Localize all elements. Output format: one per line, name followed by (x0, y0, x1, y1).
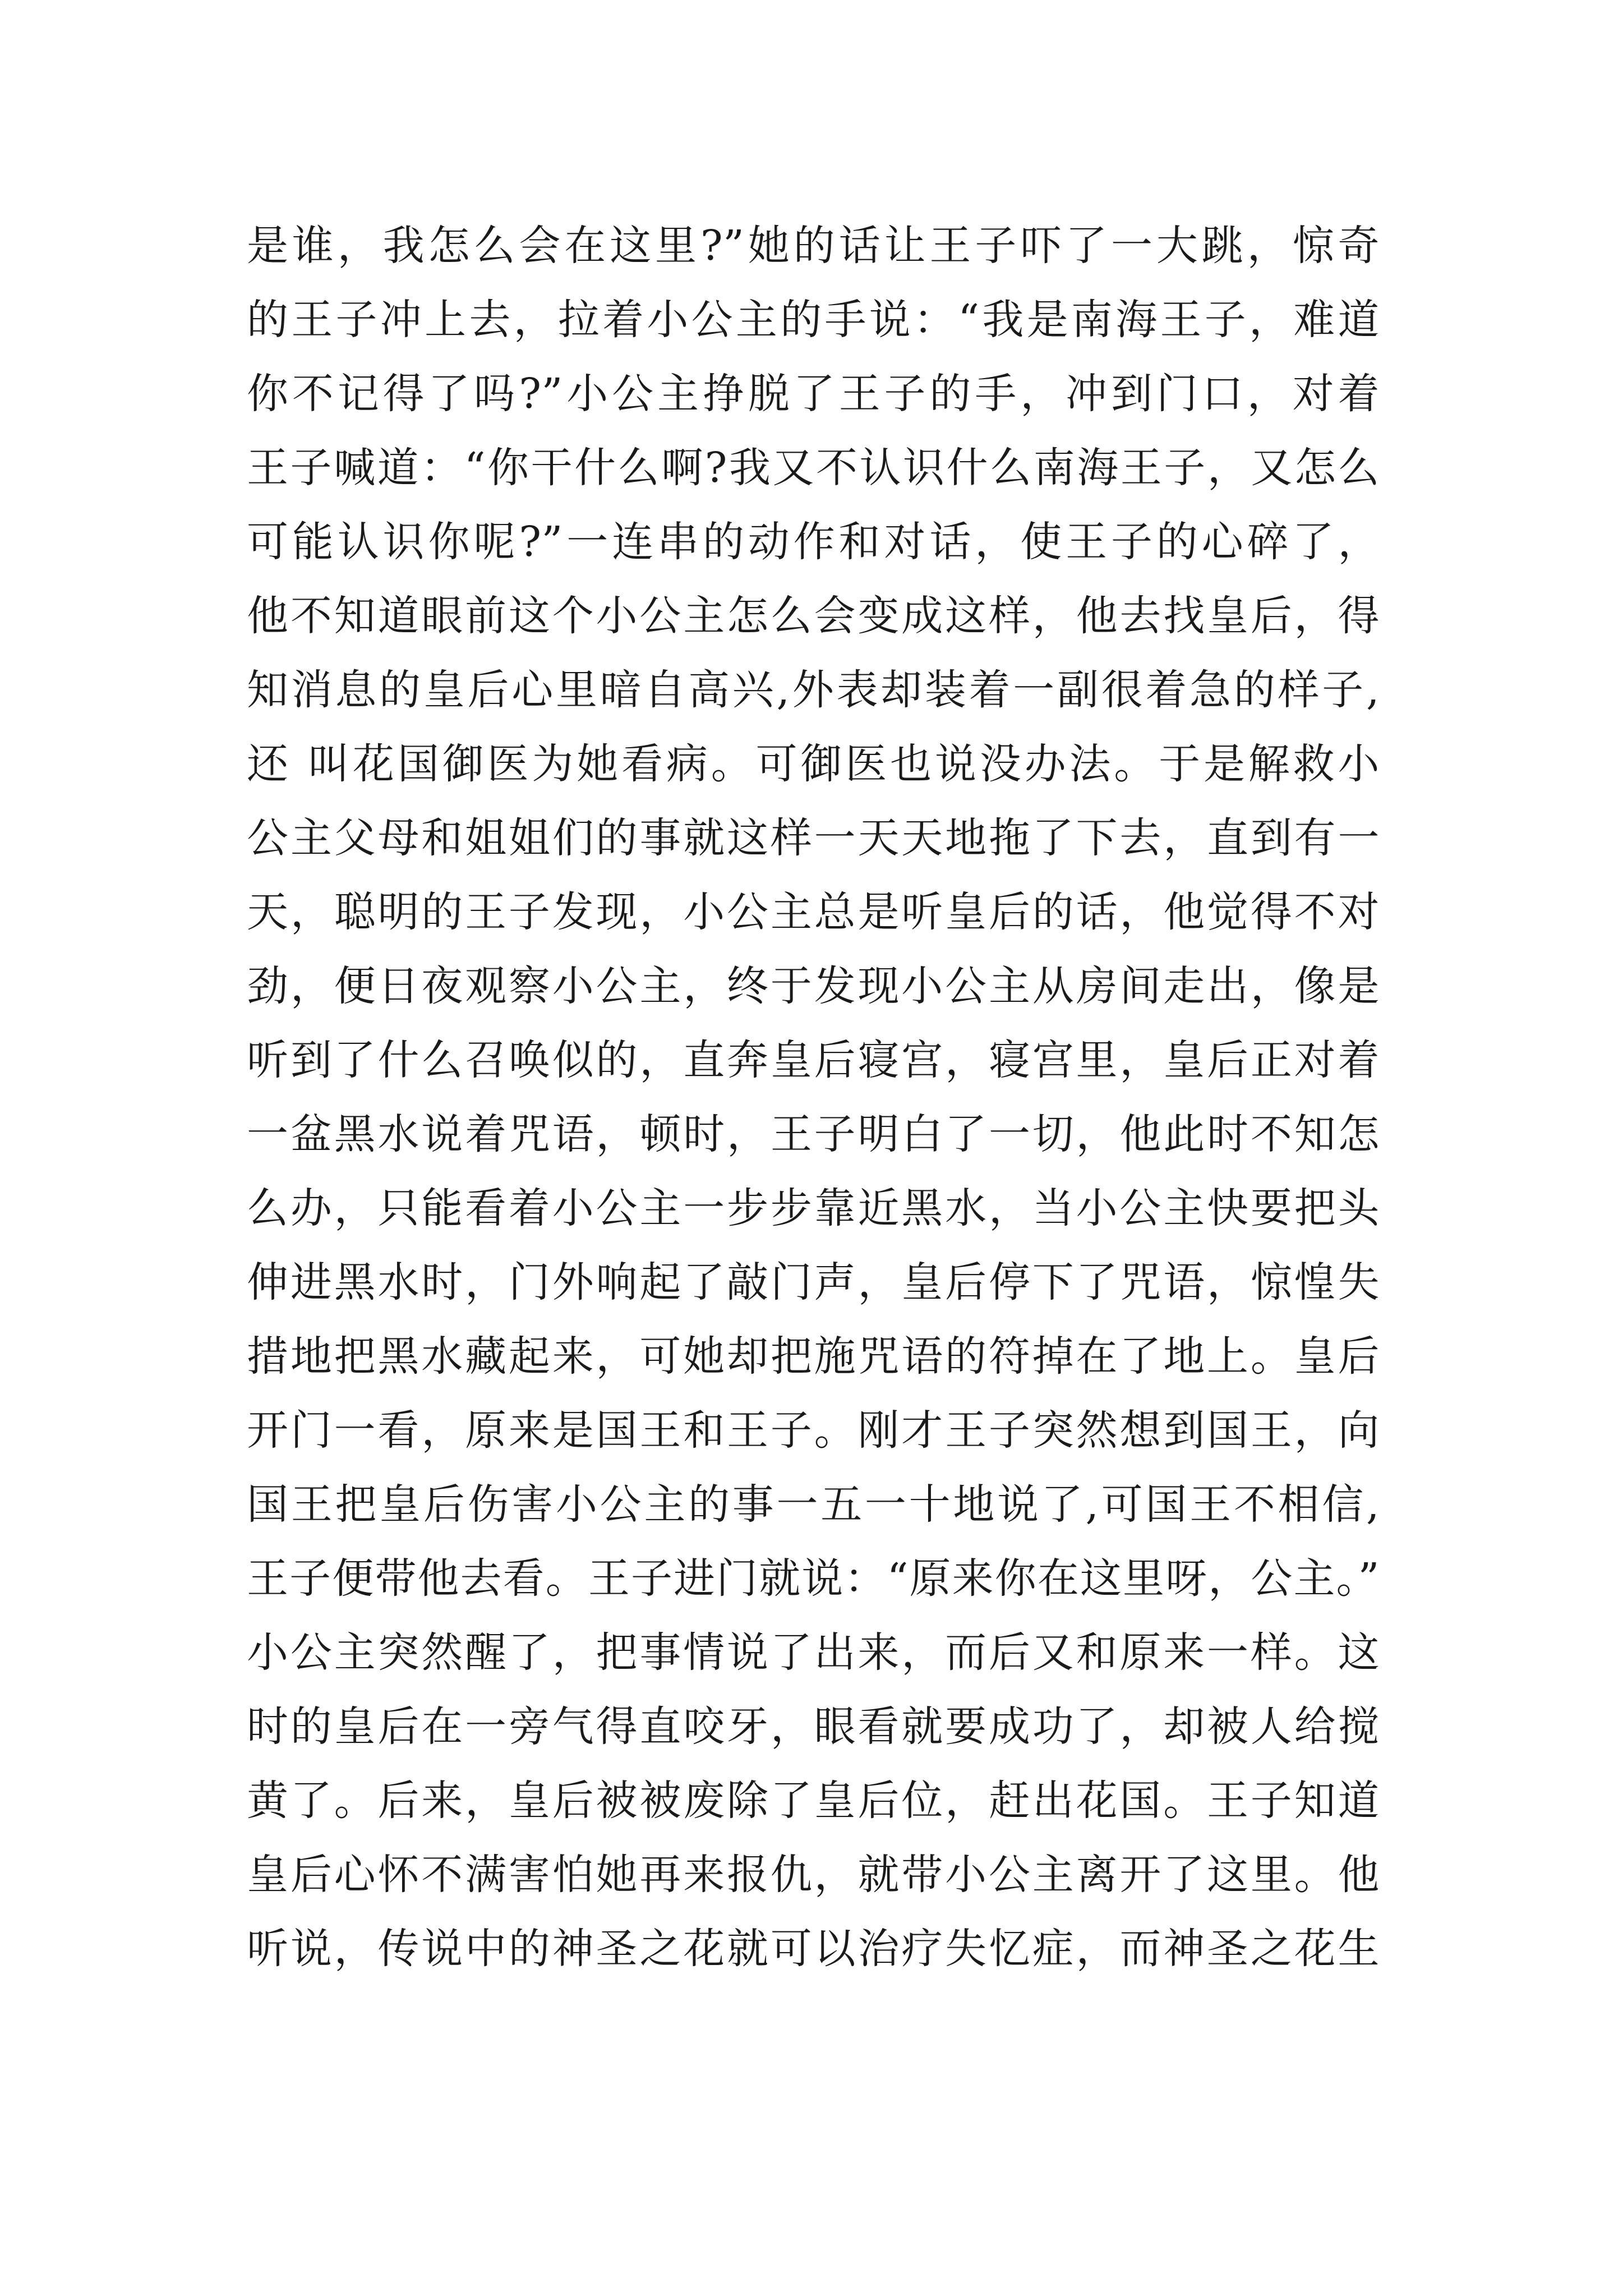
text-line: 时的皇后在一旁气得直咬牙，眼看就要成功了，却被人给搅 (247, 1703, 1380, 1751)
text-line: 伸进黑水时，门外响起了敲门声，皇后停下了咒语，惊惶失 (247, 1258, 1380, 1306)
text-line: 天，聪明的王子发现，小公主总是听皇后的话，他觉得不对 (247, 888, 1380, 936)
text-line: 国王把皇后伤害小公主的事一五一十地说了,可国王不相信, (247, 1480, 1380, 1529)
text-line: 你不记得了吗?”小公主挣脱了王子的手，冲到门口，对着 (247, 370, 1380, 418)
text-line: 公主父母和姐姐们的事就这样一天天地拖了下去，直到有一 (247, 814, 1380, 862)
text-line: 他不知道眼前这个小公主怎么会变成这样，他去找皇后，得 (247, 592, 1380, 640)
text-line: 王子喊道：“你干什么啊?我又不认识什么南海王子，又怎么 (247, 444, 1380, 492)
text-line: 听说，传说中的神圣之花就可以治疗失忆症，而神圣之花生 (247, 1925, 1380, 1973)
text-line: 知消息的皇后心里暗自高兴,外表却装着一副很着急的样子, (247, 666, 1380, 714)
text-line: 么办，只能看着小公主一步步靠近黑水，当小公主快要把头 (247, 1184, 1380, 1232)
text-line: 黄了。后来，皇后被被废除了皇后位，赶出花国。王子知道 (247, 1777, 1380, 1825)
text-line: 劲，便日夜观察小公主，终于发现小公主从房间走出，像是 (247, 962, 1380, 1010)
text-line: 可能认识你呢?”一连串的动作和对话，使王子的心碎了， (247, 518, 1380, 566)
text-line: 一盆黑水说着咒语，顿时，王子明白了一切，他此时不知怎 (247, 1110, 1380, 1158)
text-line: 开门一看，原来是国王和王子。刚才王子突然想到国王，向 (247, 1406, 1380, 1455)
text-line: 措地把黑水藏起来，可她却把施咒语的符掉在了地上。皇后 (247, 1332, 1380, 1381)
text-line: 王子便带他去看。王子进门就说：“原来你在这里呀，公主。” (247, 1554, 1380, 1603)
text-line: 的王子冲上去，拉着小公主的手说：“我是南海王子，难道 (247, 296, 1380, 344)
text-line: 还 叫花国御医为她看病。可御医也说没办法。于是解救小 (247, 740, 1380, 788)
body-text (247, 209, 1380, 1986)
text-line: 皇后心怀不满害怕她再来报仇，就带小公主离开了这里。他 (247, 1851, 1380, 1899)
text-line: 小公主突然醒了，把事情说了出来，而后又和原来一样。这 (247, 1628, 1380, 1677)
text-line: 是谁，我怎么会在这里?”她的话让王子吓了一大跳，惊奇 (247, 222, 1380, 270)
text-line: 听到了什么召唤似的，直奔皇后寝宫，寝宫里，皇后正对着 (247, 1036, 1380, 1084)
